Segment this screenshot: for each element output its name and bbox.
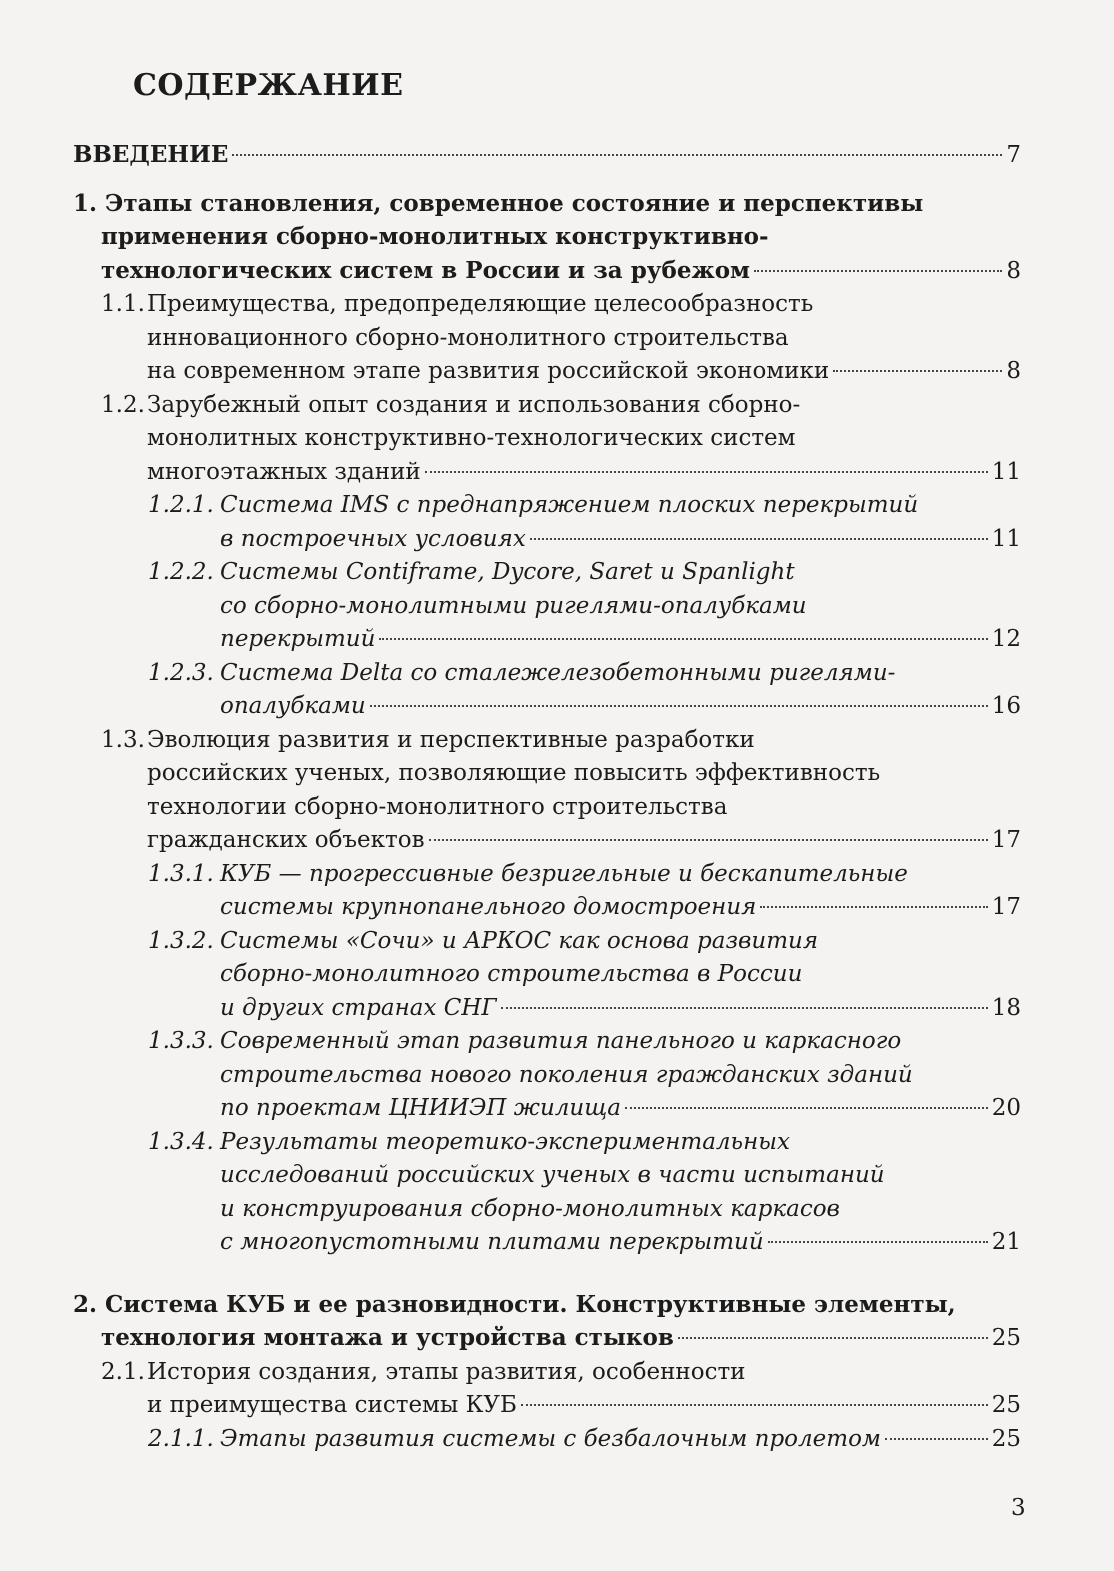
dot-leader bbox=[370, 705, 988, 707]
toc-entry-text: Системы Contiframe, Dycore, Saret и Spanlight bbox=[220, 559, 795, 585]
page-number: 3 bbox=[1011, 1495, 1026, 1521]
toc-entry-text: ВВЕДЕНИЕ bbox=[73, 141, 229, 168]
toc-entry-text: Этапы развития системы с безбалочным пролетом bbox=[220, 1425, 881, 1452]
toc-entry[interactable] bbox=[73, 187, 1021, 289]
toc-entry[interactable] bbox=[73, 1126, 1021, 1260]
toc-entry[interactable] bbox=[73, 556, 1021, 657]
toc-entry-text: Современный этап развития панельного и каркасного bbox=[220, 1028, 902, 1054]
toc-entry-text: с многопустотными плитами перекрытий bbox=[220, 1229, 764, 1255]
toc-entry[interactable] bbox=[73, 1356, 1021, 1423]
page-title: СОДЕРЖАНИЕ bbox=[133, 68, 404, 103]
toc-entry-number: 1.3. bbox=[101, 726, 145, 753]
toc-entry[interactable] bbox=[73, 657, 1021, 724]
toc-page-ref: 20 bbox=[991, 1095, 1021, 1121]
toc-entry-text: со сборно-монолитными ригелями-опалубками bbox=[220, 592, 807, 619]
toc-page-ref: 25 bbox=[991, 1425, 1021, 1452]
toc-entry-text: и конструирования сборно-монолитных каркасов bbox=[220, 1195, 840, 1222]
toc-entry-text: технология монтажа и устройства стыков bbox=[101, 1324, 674, 1351]
toc-page-ref: 8 bbox=[1006, 257, 1021, 284]
toc-entry-text: инновационного сборно-монолитного строительства bbox=[147, 324, 789, 351]
toc-entry-text: Преимущества, предопределяющие целесообразность bbox=[147, 291, 814, 317]
toc-entry[interactable] bbox=[73, 138, 1021, 173]
toc-page-ref: 25 bbox=[991, 1392, 1021, 1418]
toc-entry-text: Зарубежный опыт создания и использования сборно- bbox=[147, 391, 801, 418]
toc-entry[interactable] bbox=[73, 1025, 1021, 1126]
toc-entry-number: 1.2.2. bbox=[148, 559, 214, 585]
toc-entry[interactable] bbox=[73, 925, 1021, 1026]
toc-entry[interactable] bbox=[73, 389, 1021, 490]
toc-entry-number: 1.2.1. bbox=[148, 492, 214, 518]
toc-entry-text: КУБ — прогрессивные безригельные и бескапительные bbox=[220, 860, 908, 887]
toc-entry-text: применения сборно-монолитных конструктивно- bbox=[101, 223, 769, 250]
toc-entry-text: и других странах СНГ bbox=[220, 994, 497, 1021]
dot-leader bbox=[768, 1241, 988, 1243]
toc-page-ref: 8 bbox=[1006, 358, 1021, 384]
toc-entry-text: по проектам ЦНИИЭП жилища bbox=[220, 1095, 621, 1121]
toc-entry[interactable] bbox=[73, 1288, 1021, 1356]
toc-entry-text: исследований российских ученых в части испытаний bbox=[220, 1162, 885, 1188]
dot-leader bbox=[232, 154, 1002, 156]
toc-entry-number: 1.3.4. bbox=[148, 1128, 214, 1155]
toc-entry-text: гражданских объектов bbox=[147, 827, 425, 853]
toc-page-ref: 25 bbox=[991, 1325, 1021, 1351]
toc-page-ref: 16 bbox=[991, 693, 1021, 719]
toc-entry-text: Система IMS с преднапряжением плоских перекрытий bbox=[220, 492, 919, 518]
dot-leader bbox=[625, 1107, 988, 1109]
table-of-contents bbox=[73, 138, 1021, 1456]
dot-leader bbox=[429, 839, 988, 841]
toc-entry-text: монолитных конструктивно-технологических систем bbox=[147, 425, 796, 451]
toc-entry-text: на современном этапе развития российской экономики bbox=[147, 358, 830, 384]
toc-entry[interactable] bbox=[73, 1423, 1021, 1457]
dot-leader bbox=[530, 538, 988, 540]
toc-entry-number: 1.1. bbox=[101, 291, 145, 317]
toc-entry-number: 1.3.3. bbox=[148, 1028, 214, 1054]
dot-leader bbox=[501, 1007, 988, 1009]
toc-entry-text: строительства нового поколения гражданских зданий bbox=[220, 1061, 913, 1088]
toc-entry-number: 1.2.3. bbox=[148, 659, 214, 686]
toc-entry[interactable] bbox=[73, 724, 1021, 858]
toc-entry-number: 1.3.2. bbox=[148, 927, 214, 954]
dot-leader bbox=[754, 270, 1002, 272]
dot-leader bbox=[678, 1337, 988, 1339]
toc-entry-text: перекрытий bbox=[220, 626, 376, 652]
toc-entry-text: системы крупнопанельного домостроения bbox=[220, 894, 757, 920]
dot-leader bbox=[521, 1404, 988, 1406]
toc-entry-text: 1. Этапы становления, современное состояние и перспективы bbox=[73, 189, 924, 217]
toc-entry-text: 2. Система КУБ и ее разновидности. Конструктивные элементы, bbox=[73, 1290, 956, 1318]
dot-leader bbox=[379, 638, 987, 640]
toc-entry-text: и преимущества системы КУБ bbox=[147, 1392, 517, 1418]
toc-entry-text: технологии сборно-монолитного строительства bbox=[147, 793, 728, 820]
toc-entry-text: многоэтажных зданий bbox=[147, 458, 421, 485]
toc-entry-text: Результаты теоретико-экспериментальных bbox=[220, 1128, 790, 1155]
toc-entry-text: Системы «Сочи» и АРКОС как основа развития bbox=[220, 927, 819, 954]
toc-page-ref: 12 bbox=[991, 626, 1021, 652]
toc-entry-text: История создания, этапы развития, особенности bbox=[147, 1358, 746, 1385]
toc-page-ref: 18 bbox=[991, 994, 1021, 1021]
toc-entry-number: 1.2. bbox=[101, 391, 145, 418]
toc-page-ref: 11 bbox=[991, 525, 1021, 552]
toc-entry[interactable] bbox=[73, 489, 1021, 556]
toc-page-ref: 17 bbox=[991, 827, 1021, 853]
toc-entry-text: российских ученых, позволяющие повысить эффективность bbox=[147, 760, 881, 786]
toc-entry-number: 1.3.1. bbox=[148, 860, 214, 887]
dot-leader bbox=[760, 906, 987, 908]
dot-leader bbox=[833, 370, 1002, 372]
toc-entry[interactable] bbox=[73, 288, 1021, 389]
toc-page-ref: 11 bbox=[991, 458, 1021, 485]
toc-page-ref: 7 bbox=[1006, 142, 1021, 168]
dot-leader bbox=[425, 471, 988, 473]
toc-entry-number: 2.1. bbox=[101, 1358, 145, 1385]
toc-entry-text: технологических систем в России и за рубежом bbox=[101, 256, 751, 284]
toc-entry-text: в построечных условиях bbox=[220, 525, 526, 552]
toc-entry-text: Система Delta со сталежелезобетонными ригелями- bbox=[220, 659, 896, 686]
toc-entry-text: опалубками bbox=[220, 693, 366, 719]
toc-page-ref: 21 bbox=[991, 1229, 1021, 1255]
toc-page-ref: 17 bbox=[991, 894, 1021, 920]
toc-entry[interactable] bbox=[73, 858, 1021, 925]
toc-entry-text: Эволюция развития и перспективные разработки bbox=[147, 726, 755, 753]
toc-entry-number: 2.1.1. bbox=[148, 1425, 214, 1452]
dot-leader bbox=[885, 1438, 988, 1440]
toc-entry-text: сборно-монолитного строительства в России bbox=[220, 961, 803, 987]
